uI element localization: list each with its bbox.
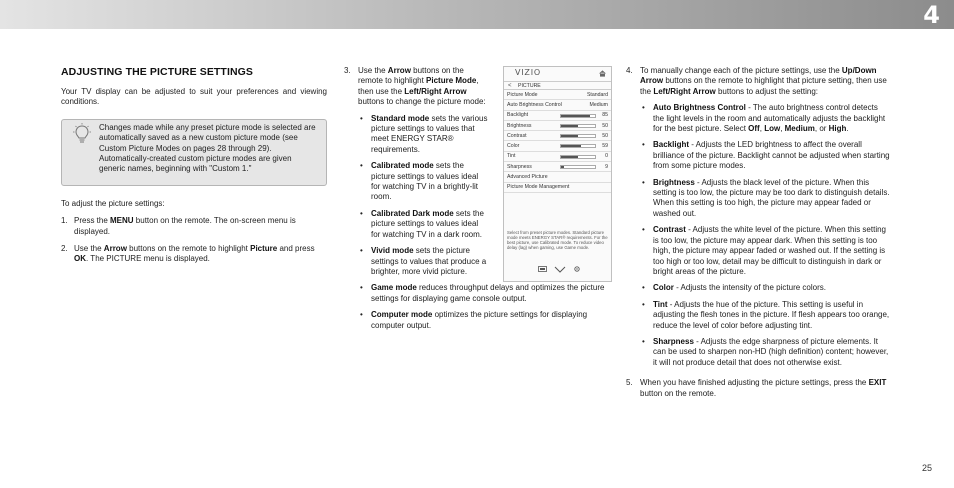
widescreen-icon[interactable] bbox=[538, 266, 547, 273]
menu-row-advanced-picture[interactable]: Advanced Picture bbox=[504, 172, 611, 182]
menu-row-contrast[interactable] bbox=[504, 131, 611, 141]
slider-fill bbox=[561, 145, 581, 147]
vizio-logo: VIZIO bbox=[515, 68, 541, 77]
menu-row-auto-brightness[interactable]: Auto Brightness Control Medium bbox=[504, 100, 611, 110]
slider-bar[interactable] bbox=[560, 165, 596, 169]
menu-row-picture-mode[interactable]: Picture Mode Standard bbox=[504, 90, 611, 100]
setting-item: • Color - Adjusts the intensity of the picture colors. bbox=[640, 283, 890, 293]
page-number: 25 bbox=[921, 463, 932, 473]
slider-label: Tint bbox=[507, 153, 516, 160]
slider-label: Backlight bbox=[507, 112, 529, 119]
step-number: 1. bbox=[61, 216, 68, 226]
slider-bar[interactable] bbox=[560, 114, 596, 118]
chapter-number: 4 bbox=[923, 1, 940, 29]
slider-label: Sharpness bbox=[507, 163, 532, 170]
mode-item: • Vivid mode sets the picture settings to values that produce a brighter, more vivid picture. bbox=[358, 246, 489, 277]
menu-title-row bbox=[504, 81, 611, 90]
tv-picture-menu bbox=[503, 66, 612, 282]
slider-fill bbox=[561, 115, 590, 117]
slider-fill bbox=[561, 166, 564, 168]
step-number: 2. bbox=[61, 244, 68, 254]
mode-item: • Calibrated mode sets the picture settings to values ideal for watching TV in a brightly-lit room. bbox=[358, 161, 489, 203]
step-number: 4. bbox=[626, 66, 633, 75]
slider-label: Brightness bbox=[507, 122, 532, 129]
menu-row-picture-mode-management[interactable]: Picture Mode Management bbox=[504, 183, 611, 193]
slider-value: 9 bbox=[605, 163, 608, 170]
slider-bar[interactable] bbox=[560, 144, 596, 148]
section-heading: ADJUSTING THE PICTURE SETTINGS bbox=[61, 66, 254, 78]
back-arrow-icon[interactable]: < bbox=[508, 83, 512, 89]
step-4: 4. To manually change each of the picture settings, use the Up/Down Arrow buttons on the remote to highlight that picture setting, then use the Left/Right Arrow buttons to adjust the setting: • Auto Brightness Control - The auto brightness control detects the light levels in the room and automatically adjusts the backlight for the best picture. Select Off, Low, Medium, or High. • Backlight - Adjusts the LED brightness to affect the overall brilliance of the picture. Backlight cannot be adjusted when starting from some picture modes. • Brightness - Adjusts the black level of the picture. When this setting is too low, the picture may be too dark to distinguish details. When this setting is too high, the picture may appear faded or washed out. • Contrast - Adjusts the white level of the picture. When this setting is too low, the picture may appear dark. When this setting is too high, the picture may appear faded or washed out. If the setting is too high or too low, detail may be difficult to distinguish in dark or bright areas of the picture. • Color - Adjusts the intensity of the picture colors. • Tint - Adjusts the hue of the picture. This setting is useful in adjusting the flesh tones in the picture. If flesh appears too orange, reduce the level of color before adjusting tint. • Sharpness - Adjusts the edge sharpness of picture elements. It can be used to sharpen non-HD (high definition) content; however, it will not produce detail that does not otherwise exist. bbox=[626, 66, 890, 368]
menu-title: PICTURE bbox=[518, 83, 541, 89]
slider-bar[interactable] bbox=[560, 124, 596, 128]
lightbulb-icon bbox=[72, 123, 92, 147]
gear-icon[interactable] bbox=[573, 265, 581, 273]
slider-value: 50 bbox=[602, 122, 608, 129]
home-icon bbox=[599, 70, 606, 77]
step-number: 3. bbox=[344, 66, 351, 75]
note-box bbox=[61, 119, 327, 186]
setting-item: • Contrast - Adjusts the white level of the picture. When this setting is too low, the picture may appear dark. When this setting is too high, the picture may appear faded or washed out. If the setting is too high or too low, detail may be difficult to distinguish in dark or bright areas of the picture. bbox=[640, 225, 890, 277]
menu-row-brightness[interactable] bbox=[504, 121, 611, 131]
menu-row-color[interactable] bbox=[504, 141, 611, 151]
slider-fill bbox=[561, 125, 578, 127]
slider-value: 50 bbox=[602, 132, 608, 139]
chapter-header-bar bbox=[0, 0, 954, 29]
step-3: 3. Use the Arrow buttons on the remote to highlight Picture Mode, then use the Left/Right Arrow buttons to change the picture mode: • Standard mode sets the various picture settings to values that meet ENERGY STAR® requirements. • Calibrated mode sets the picture settings to values ideal for watching TV in a brightly-lit room. • Calibrated Dark mode sets the picture settings to values ideal for watching TV in a dark room. • Vivid mode sets the picture settings to values that produce a brighter, more vivid picture. • Game mode reduces throughput delays and optimizes the picture settings for displaying game console output. • Computer mode optimizes the picture settings for displaying computer output. bbox=[344, 66, 611, 331]
chevron-down-icon[interactable] bbox=[554, 266, 566, 273]
setting-item: • Brightness - Adjusts the black level of the picture. When this setting is too low, the picture may be too dark to distinguish details. When this setting is too high, the picture may appear faded or washed out. bbox=[640, 178, 890, 220]
mode-item: • Calibrated Dark mode sets the picture settings to values ideal for watching TV in a dark room. bbox=[358, 209, 489, 240]
column-3 bbox=[626, 66, 890, 406]
menu-row-tint[interactable] bbox=[504, 152, 611, 162]
menu-footer-icons bbox=[534, 265, 584, 273]
slider-bar[interactable] bbox=[560, 134, 596, 138]
slider-value: 0 bbox=[605, 153, 608, 160]
menu-help-text: Select from preset picture modes. Standard picture mode meets ENERGY STAR® requirements. For the best picture, use Calibrated mode. To reduce video delay (lag) when gaming, use Game mode. bbox=[507, 230, 608, 250]
step-number: 5. bbox=[626, 378, 633, 388]
slider-value: 85 bbox=[602, 112, 608, 119]
mode-item: • Game mode reduces throughput delays and optimizes the picture settings for displaying game console output. bbox=[358, 283, 611, 304]
slider-label: Contrast bbox=[507, 132, 527, 139]
mode-item: • Computer mode optimizes the picture settings for displaying computer output. bbox=[358, 310, 611, 331]
mode-item: • Standard mode sets the various picture settings to values that meet ENERGY STAR® requirements. bbox=[358, 114, 489, 156]
column-1 bbox=[61, 66, 327, 272]
slider-fill bbox=[561, 135, 578, 137]
setting-item: • Auto Brightness Control - The auto brightness control detects the light levels in the room and automatically adjusts the backlight for the best picture. Select Off, Low, Medium, or High. bbox=[640, 103, 890, 134]
menu-row-sharpness[interactable] bbox=[504, 162, 611, 172]
slider-label: Color bbox=[507, 143, 520, 150]
intro-paragraph: Your TV display can be adjusted to suit your preferences and viewing conditions. bbox=[61, 87, 327, 107]
setting-item: • Tint - Adjusts the hue of the picture. This setting is useful in adjusting the flesh tones in the picture. If flesh appears too orange, reduce the level of color before adjusting tint. bbox=[640, 300, 890, 331]
note-text: Changes made while any preset picture mode is selected are automatically saved as a new custom picture mode (see Custom Picture Modes on pages 28 through 29). Automatically-created custom picture modes are given generic names, beginning with "Custom 1." bbox=[99, 122, 316, 174]
slider-fill bbox=[561, 156, 578, 158]
step-2: 2. Use the Arrow buttons on the remote to highlight Picture and press OK. The PICTURE menu is displayed. bbox=[61, 244, 315, 264]
slider-value: 59 bbox=[602, 143, 608, 150]
setting-item: • Backlight - Adjusts the LED brightness to affect the overall brilliance of the picture. Backlight cannot be adjusted when starting from some picture modes. bbox=[640, 140, 890, 171]
menu-row-backlight[interactable] bbox=[504, 111, 611, 121]
step-1: 1. Press the MENU button on the remote. The on-screen menu is displayed. bbox=[61, 216, 296, 236]
setting-item: • Sharpness - Adjusts the edge sharpness of picture elements. It can be used to sharpen non-HD (high definition) content; however, it will not produce detail that does not otherwise exist. bbox=[640, 337, 890, 368]
step-5: 5. When you have finished adjusting the picture settings, press the EXIT button on the remote. bbox=[626, 378, 887, 398]
instructions-lead: To adjust the picture settings: bbox=[61, 198, 165, 208]
slider-bar[interactable] bbox=[560, 155, 596, 159]
